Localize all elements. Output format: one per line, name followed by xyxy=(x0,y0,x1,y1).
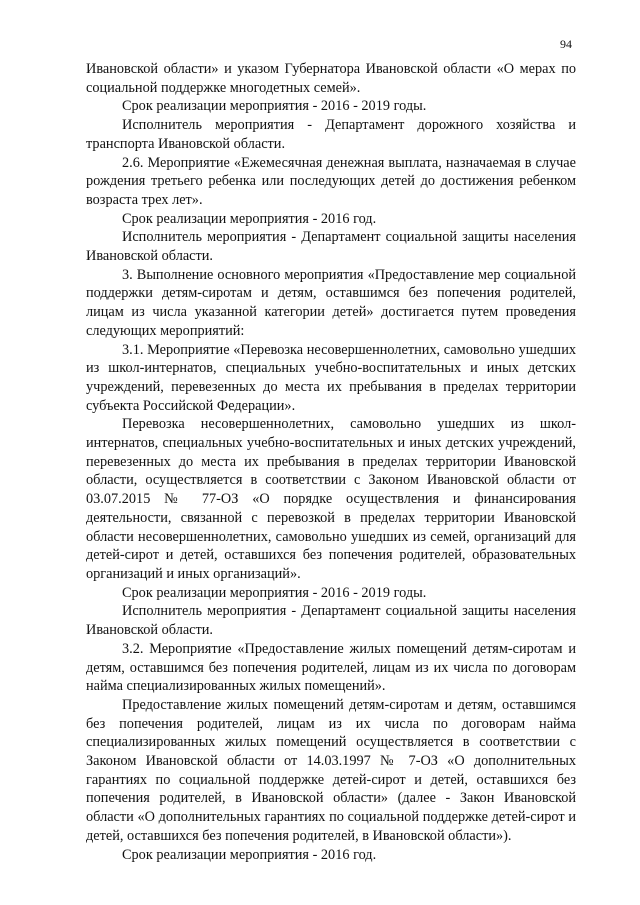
body-paragraph: Срок реализации мероприятия - 2016 год. xyxy=(122,210,377,227)
page-number: 94 xyxy=(560,37,572,51)
body-paragraph: Ивановской области» и указом Губернатора Ивановской области «О мерах по социальной поддержке многодетных семей». xyxy=(86,61,576,96)
body-paragraph: Исполнитель мероприятия - Департамент социальной защиты населения Ивановской области. xyxy=(86,603,576,639)
body-paragraph: Исполнитель мероприятия - Департамент социальной защиты населения Ивановской области. xyxy=(86,229,576,265)
body-paragraph: Срок реализации мероприятия - 2016 год. xyxy=(122,846,377,863)
body-paragraph: 3.2. Мероприятие «Предоставление жилых помещений детям-сиротам и детям, оставшимся без попечения родителей, лицам из их числа по договорам найма специализированных жилых помещений». xyxy=(86,640,576,695)
body-paragraph: Срок реализации мероприятия - 2016 - 2019 годы. xyxy=(122,98,427,115)
body-paragraph: Перевозка несовершеннолетних, самовольно ушедших из школ-интернатов, специальных учебно-воспитательных и иных детских учреждений, перевезенных до места их пребывания в пределах территории Ивановской области, осуществляется в соответствии с Законом Ивановской области от 03.07.2015 № 77-ОЗ «О порядке осуществления и финансирования деятельности, связанной с перевозкой в пределах территории Ивановской области несовершеннолетних, самовольно ушедших из семей, организаций для детей-сирот и детей, оставшихся без попечения родителей, образовательных организаций и иных организаций». xyxy=(86,416,576,582)
body-paragraph: Исполнитель мероприятия - Департамент дорожного хозяйства и транспорта Ивановской области. xyxy=(86,117,576,152)
body-paragraph: 3.1. Мероприятие «Перевозка несовершеннолетних, самовольно ушедших из школ-интернатов, специальных учебно-воспитательных и иных детских учреждений, перевезенных до места их пребывания в пределах территории субъекта Российской Федерации». xyxy=(86,341,576,414)
body-paragraph: Срок реализации мероприятия - 2016 - 2019 годы. xyxy=(122,584,427,601)
body-paragraph: 3. Выполнение основного мероприятия «Предоставление мер социальной поддержки детям-сиротам и детям, оставшимся без попечения родителей, лицам из числа указанной категории детей» достигается путем проведения следующих мероприятий: xyxy=(86,266,576,339)
body-paragraph: 2.6. Мероприятие «Ежемесячная денежная выплата, назначаемая в случае рождения третьего ребенка или последующих детей до достижения ребенком возраста трех лет». xyxy=(86,154,576,208)
body-paragraph: Предоставление жилых помещений детям-сиротам и детям, оставшимся без попечения родителей, лицам из их числа по договорам найма специализированных жилых помещений осуществляется в соответствии с Законом Ивановской области от 14.03.1997 № 7-ОЗ «О дополнительных гарантиях по социальной поддержке детей-сирот и детей, оставшихся без попечения родителей, в Ивановской области» (далее - Закон Ивановской области «О дополнительных гарантиях по социальной поддержке детей-сирот и детей, оставшихся без попечения родителей, в Ивановской области»). xyxy=(86,696,576,844)
document-body xyxy=(86,60,576,864)
